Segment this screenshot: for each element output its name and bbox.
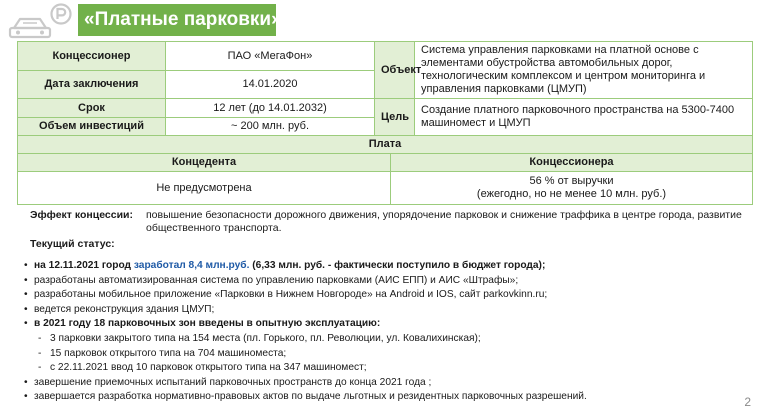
object-value: Система управления парковками на платной основе с элементами обустройства автомобильных дорог, технологическим комплексом и центром мониторинга и управления парковками (ЦМУП) (415, 42, 753, 99)
concession-table (17, 41, 753, 205)
status-list (24, 259, 744, 405)
concessionaire-label: Концессионер (18, 42, 166, 71)
payment-label: Плата (18, 136, 753, 154)
investment-value: ~ 200 млн. руб. (166, 118, 375, 136)
title-band (78, 4, 282, 36)
grantor-value: Не предусмотрена (18, 172, 391, 205)
list-item: • завершение приемочных испытаний парковочных пространств до конца 2021 года ; (24, 376, 432, 388)
status-title: Текущий статус: (30, 238, 115, 250)
list-item: • разработаны мобильное приложение «Парковки в Нижнем Новгороде» на Android и IOS, сайт parkovkinn.ru; (24, 289, 548, 301)
car-parking-icon (2, 2, 76, 40)
earned-amount: заработал 8,4 млн.руб. (133, 260, 250, 271)
list-item: • разработаны автоматизированная система по управлению парковками (АИС ЕПП) и АИС «Штрафы»; (24, 274, 519, 286)
term-value: 12 лет (до 14.01.2032) (166, 99, 375, 118)
list-subitem: - с 22.11.2021 ввод 10 парковок открытого типа на 347 машиномест; (38, 362, 367, 374)
concessioner-share: 56 % от выручки (529, 175, 614, 187)
investment-label: Объем инвестиций (18, 118, 166, 136)
effect-text: повышение безопасности дорожного движения, упорядочение парковок и снижение траффика в центре города, развитие общественного транспорта. (146, 209, 742, 234)
date-label: Дата заключения (18, 71, 166, 99)
page-number: 2 (744, 395, 751, 409)
list-subitem: - 3 парковки закрытого типа на 154 места (пл. Горького, пл. Революции, ул. Ковалихинская); (38, 332, 481, 344)
list-item: • на 12.11.2021 город заработал 8,4 млн.руб. (6,33 млн. руб. - фактически поступило в бюджет города); (24, 260, 546, 271)
term-label: Срок (18, 99, 166, 118)
concessionaire-value: ПАО «МегаФон» (166, 42, 375, 71)
list-subitem: - 15 парковок открытого типа на 704 машиноместа; (38, 347, 287, 359)
list-item: • завершается разработка нормативно-правовых актов по выдаче льготных и резидентных парковочных разрешений. (24, 391, 587, 403)
concessioner-label: Концессионера (391, 154, 753, 172)
date-value: 14.01.2020 (166, 71, 375, 99)
grantor-label: Концедента (18, 154, 391, 172)
goal-value: Создание платного парковочного пространства на 5300-7400 машиномест и ЦМУП (415, 99, 753, 136)
concessioner-minimum: (ежегодно, но не менее 10 млн. руб.) (476, 188, 667, 200)
header (0, 0, 763, 40)
object-label: Объект (375, 42, 415, 99)
page-title: «Платные парковки» (84, 9, 282, 30)
list-item: • в 2021 году 18 парковочных зон введены в опытную эксплуатацию: (24, 318, 381, 330)
list-item: • ведется реконструкция здания ЦМУП; (24, 303, 215, 315)
effect-label: Эффект концессии: (30, 209, 133, 221)
goal-label: Цель (375, 99, 415, 136)
concessioner-value (391, 172, 753, 205)
